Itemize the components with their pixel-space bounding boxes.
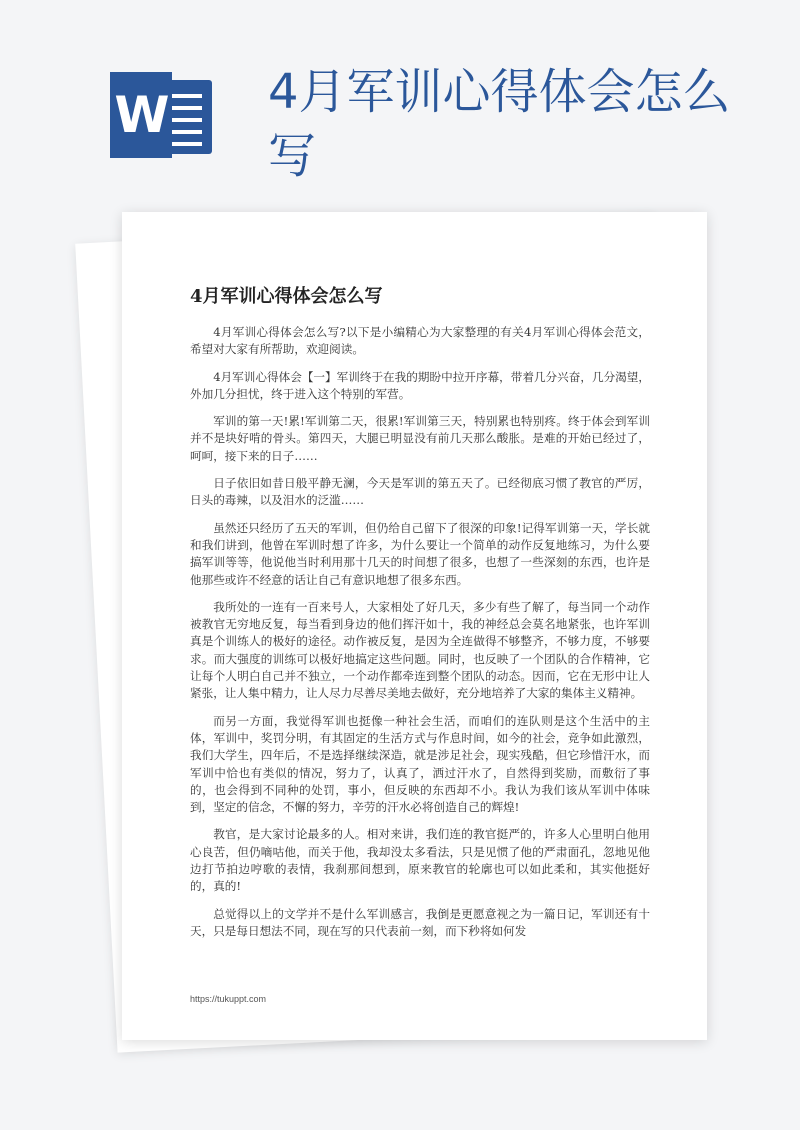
paragraph: 4月军训心得体会怎么写?以下是小编精心为大家整理的有关4月军训心得体会范文，希望对大家有所帮助，欢迎阅读。 (190, 325, 650, 357)
paragraph: 而另一方面，我觉得军训也挺像一种社会生活，而咱们的连队则是这个生活中的主体，军训中，奖罚分明，有其固定的生活方式与作息时间，如今的社会，竞争如此激烈，我们大学生，四年后，不是选择继续深造，就是涉足社会，现实残酷，但它珍惜汗水，而军训中恰也有类似的情况，努力了，认真了，洒过汗水了，自然得到奖励，而敷衍了事的，也会得到不同种的处罚，事小，但反映的东西却不小。我认为我们该从军训中体味到，坚定的信念，不懈的努力，辛劳的汗水必将创造自己的辉煌! (190, 713, 650, 815)
footer-url: https://tukuppt.com (190, 994, 267, 1004)
paragraph: 虽然还只经历了五天的军训，但仍给自己留下了很深的印象!记得军训第一天，学长就和我们讲到，他曾在军训时想了许多，为什么要让一个简单的动作反复地练习，为什么要搞军训等等，他说他当时利用那十几天的时间想了很多，也想了一些深刻的东西，也许是他那些或许不经意的话让自己有意识地想了很多东西。 (190, 520, 650, 587)
banner-title: 4月军训心得体会怎么写 (268, 64, 731, 184)
document-body (190, 324, 650, 950)
word-doc-icon (110, 72, 214, 158)
paragraph: 日子依旧如昔日般平静无澜，今天是军训的第五天了。已经彻底习惯了教官的严厉，日头的毒辣，以及泪水的泛滥…… (190, 476, 650, 508)
document-page (122, 212, 707, 1040)
paragraph: 我所处的一连有一百来号人，大家相处了好几天，多少有些了解了，每当同一个动作被教官无穷地反复，每当看到身边的他们挥汗如十，我的神经总会莫名地紧张，也许军训真是个训练人的极好的途径。动作被反复，是因为全连做得不够整齐，不够力度，不够要求。而大强度的训练可以极好地搞定这些问题。同时，也反映了一个团队的合作精神，它让每个人明白自己并不独立，一个动作都牵连到整个团队的动态。因而，它在无形中让人紧张，让人集中精力，让人尽力尽善尽美地去做好，充分地培养了大家的集体主义精神。 (190, 599, 650, 701)
word-letter-badge: W (110, 72, 172, 158)
paragraph: 总觉得以上的文学并不是什么军训感言，我倒是更愿意视之为一篇日记，军训还有十天，只是每日想法不同，现在写的只代表前一刻，而下秒将如何发 (190, 906, 650, 938)
paragraph: 4月军训心得体会【一】军训终于在我的期盼中拉开序幕，带着几分兴奋，几分渴望，外加几分担忧，终于进入这个特别的军营。 (190, 369, 650, 401)
paragraph: 军训的第一天!累!军训第二天，很累!军训第三天，特别累也特别疼。终于体会到军训并不是块好啃的骨头。第四天，大腿已明显没有前几天那么酸胀。是难的开始已经过了，呵呵，接下来的日子…… (190, 414, 650, 463)
paragraph: 教官，是大家讨论最多的人。相对来讲，我们连的教官挺严的，许多人心里明白他用心良苦，但仍嘀咕他，而关于他，我却没太多看法，只是见惯了他的严肃面孔，忽地见他边打节拍边哼歌的表情，我刹那间想到，原来教官的轮廓也可以如此柔和，其实他挺好的，真的! (190, 827, 650, 894)
document-title: 4月军训心得体会怎么写 (190, 286, 383, 307)
